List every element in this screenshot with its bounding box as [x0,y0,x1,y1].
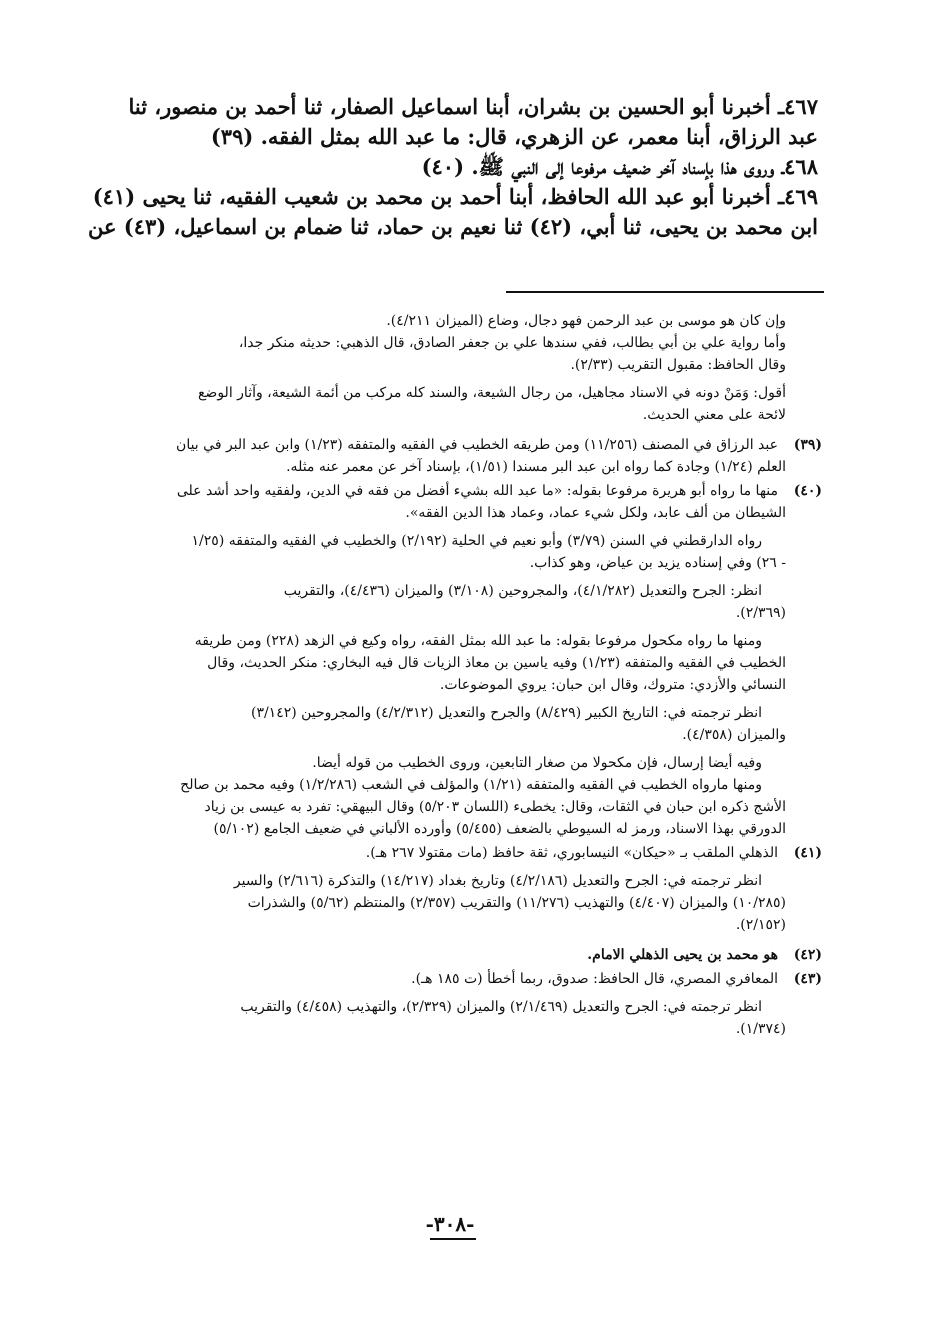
main-line: ٤٦٩ـ أخبرنا أبو عبد الله الحافظ، أبنا أحمد بن محمد بن شعيب الفقيه، ثنا يحيى (٤١) [92,184,818,209]
footnote-line: انظر ترجمته في: الجرح والتعديل (٤/٢/١٨٦) وتاريخ بغداد (١٤/٢١٧) والتذكرة (٢/٦١٦) والسير [233,873,762,889]
footnote-line: وأما رواية علي بن أبي بطالب، ففي سندها علي بن جعفر الصادق، قال الذهبي: حديثه منكر جدا، [238,335,786,351]
main-line: عبد الرزاق، أبنا معمر، عن الزهري، قال: ما عبد الله بمثل الفقه. (٣٩) [210,124,818,149]
footnote-line: أقول: وَمَنْ دونه في الاسناد مجاهيل، من رجال الشيعة، والسند كله مركب من أئمة الشيعة، وآثار الوضع [197,385,786,401]
footnote-line: لائحة على معني الحديث. [642,407,786,423]
footnote-line: الشيطان من ألف عابد، ولكل شيء عماد، وعماد هذا الدين الفقه». [405,505,786,521]
footnote-line: (١/٣٧٤). [735,1021,786,1037]
footnote-line: الخطيب في الفقيه والمتفقه (١/٢٣) وفيه ياسين بن معاذ الزيات قال فيه البخاري: منكر الحديث، وقال [207,655,786,671]
footnote-line: وفيه أيضا إرسال، فإن مكحولا من صغار التابعين، وروى الخطيب من قوله أيضا. [312,755,762,771]
main-line: ٤٦٧ـ أخبرنا أبو الحسين بن بشران، أبنا اسماعيل الصفار، ثنا أحمد بن منصور، ثنا [128,94,818,119]
footnote-line: انظر ترجمته في: الجرح والتعديل (٢/١/٤٦٩) والميزان (٢/٣٢٩)، والتهذيب (٤/٤٥٨) والتقريب [240,999,762,1015]
main-text [87,92,818,242]
footnotes [100,310,822,1042]
footnote-number: (٤٢) [793,947,822,963]
footnote-line: المعافري المصري، قال الحافظ: صدوق، ربما أخطأ (ت ١٨٥ هـ). [411,971,778,987]
footnote-line: هو محمد بن يحيى الذهلي الامام. [587,947,778,963]
footnote-line: ومنها مارواه الخطيب في الفقيه والمتفقه (١/٢١) والمؤلف في الشعب (١/٢/٢٨٦) وفيه محمد بن صالح [180,777,762,793]
footnote-line: الدورقي بهذا الاسناد، ورمز له السيوطي بالضعف (٥/٤٥٥) وأورده الألباني في ضعيف الجامع (٥/١٠٢) [213,821,786,837]
footnote-number: (٤٠) [793,483,822,499]
footnote-line: انظر: الجرح والتعديل (٤/١/٢٨٢)، والمجروحين (٣/١٠٨) والميزان (٤/٤٣٦)، والتقريب [283,583,762,599]
footnote-line: انظر ترجمته في: التاريخ الكبير (٨/٤٢٩) والجرح والتعديل (٤/٢/٣١٢) والمجروحين (٣/١٤٢) [250,705,762,721]
footnote-40 [100,480,822,840]
footnote-line: وقال الحافظ: مقبول التقريب (٢/٣٣). [570,357,786,373]
footnote-line: العلم (١/٢٤) وجادة كما رواه ابن عبد البر مسندا (١/٥١)، بإسناد آخر عن معمر عنه مثله. [286,459,786,475]
footnote-line: والميزان (٤/٣٥٨). [682,727,786,743]
footnote-line: - ٢٦) وفي إسناده يزيد بن عياض، وهو كذاب. [529,555,786,571]
footnote-line: (١٠/٢٨٥) والميزان (٤/٤٠٧) والتهذيب (١١/٢٧٦) والتقريب (٢/٣٥٧) والمنتظم (٥/٦٢) والشذرات [247,895,786,911]
footnote-line: الذهلي الملقب بـ «حيكان» النيسابوري، ثقة حافظ (مات مقتولا ٢٦٧ هـ). [365,845,778,861]
footnote-line: وإن كان هو موسى بن عبد الرحمن فهو دجال، وضاع (الميزان ٤/٢١١). [386,313,786,329]
footnote-number: (٣٩) [793,437,822,453]
footnote-separator [506,291,824,293]
footnote-number: (٤٣) [793,971,822,987]
footnote-42 [100,944,822,966]
page-number-underline [430,1238,476,1240]
footnote-41 [100,842,822,936]
main-line: ابن محمد بن يحيى، ثنا أبي، (٤٢) ثنا نعيم بن حماد، ثنا ضمام بن اسماعيل، (٤٣) عن [87,214,818,239]
footnote-continuation [100,310,822,426]
footnote-line: رواه الدارقطني في السنن (٣/٧٩) وأبو نعيم في الحلية (٢/١٩٢) والخطيب في الفقيه والمتفقه (١/٢٥ [191,533,762,549]
main-line: ٤٦٨ـ وروى هذا بإسناد آخر ضعيف مرفوعا إلى النبي ﷺ. (٤٠) [421,154,818,179]
footnote-line: الأشج ذكره ابن حبان في الثقات، وقال: يخطىء (اللسان ٥/٢٠٣) وقال البيهقي: تفرد به عيسى بن زياد [204,799,786,815]
footnote-line: ومنها ما رواه مكحول مرفوعا بقوله: ما عبد الله بمثل الفقه، رواه وكيع في الزهد (٢٢٨) ومن طريقه [194,633,762,649]
footnote-line: عبد الرزاق في المصنف (١١/٢٥٦) ومن طريقه الخطيب في الفقيه والمتفقه (١/٢٣) وابن عبد البر في بيان [176,437,778,453]
footnote-line: منها ما رواه أبو هريرة مرفوعا بقوله: «ما عبد الله بشيء أفضل من فقه في الدين، ولفقيه واحد أشد على [176,483,778,499]
page-number: -٣٠٨- [425,1212,475,1236]
footnote-43 [100,968,822,1040]
footnote-39 [100,434,822,478]
footnote-line: (٢/١٥٢). [735,917,786,933]
footnote-line: النسائي والأزدي: متروك، وقال ابن حبان: يروي الموضوعات. [439,677,786,693]
footnote-number: (٤١) [793,845,822,861]
footnote-line: (٢/٣٦٩). [735,605,786,621]
